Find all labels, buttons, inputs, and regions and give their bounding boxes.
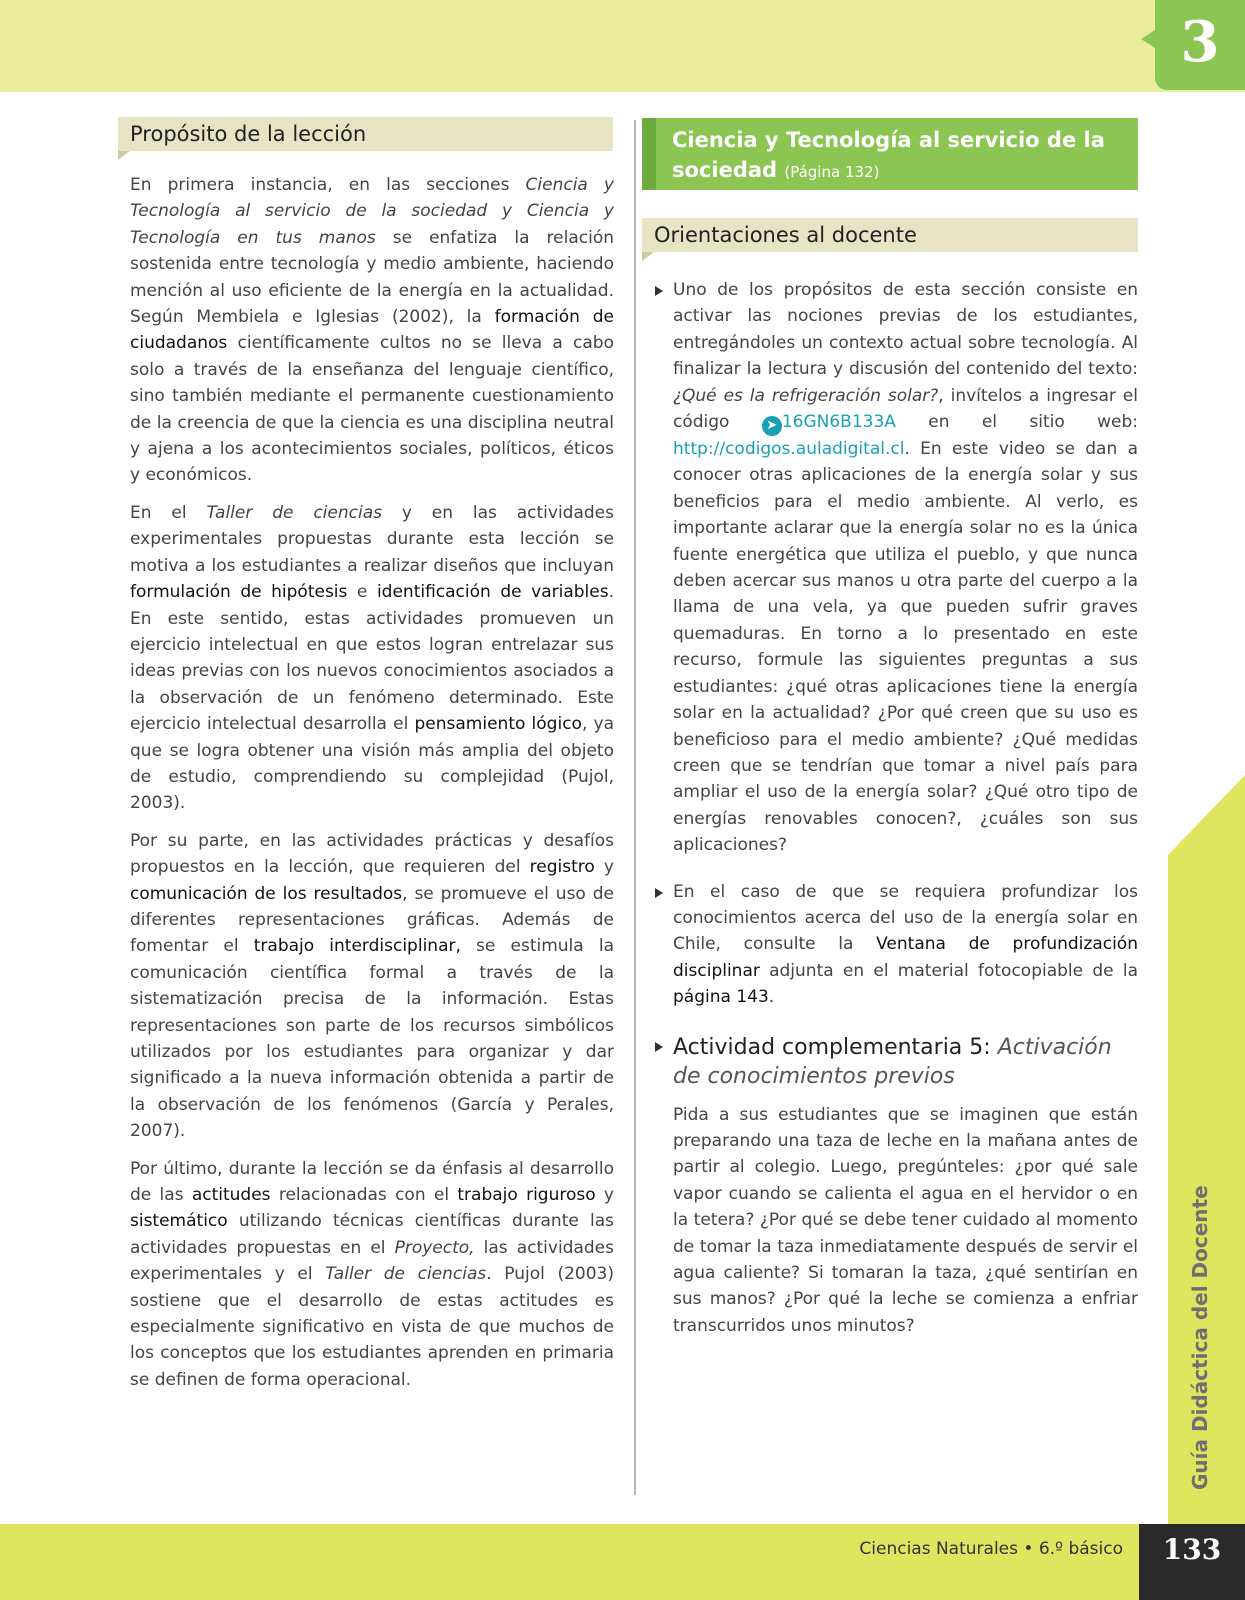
text: . En este sentido, estas actividades promueven un ejercicio intelectual en que estos logran entrelazar sus ideas previas con los nuevos conocimientos asociados a la observación de un fenómeno determinado. Este ejercicio intelectual desarrolla el bbox=[130, 582, 614, 735]
text: . Pujol (2003) sostiene que el desarrollo de estas actitudes es especialmente significativo en vista de que muchos de los conceptos que los estudiantes aprenden en primaria se definen de forma operacional. bbox=[130, 1264, 614, 1390]
unit-number: 3 bbox=[1180, 9, 1220, 75]
resource-code[interactable]: 16GN6B133A bbox=[781, 412, 896, 433]
paragraph-3 bbox=[130, 828, 614, 1145]
paragraph-4 bbox=[130, 1156, 614, 1394]
text: En primera instancia, en las secciones bbox=[130, 175, 526, 195]
bold-term: formación de ciudadanos bbox=[130, 307, 615, 354]
bold-term: Ventana de profundización disciplinar bbox=[673, 934, 1138, 981]
text: En el caso de que se requiera profundizar los conocimientos acerca del uso de la energía solar en Chile, consulte la bbox=[673, 881, 1138, 955]
italic-text: Taller de ciencias bbox=[325, 1264, 487, 1285]
section-banner-page: (Página 132) bbox=[784, 163, 880, 181]
text: Uno de los propósitos de esta sección consiste en activar las nociones previas de los estudiantes, entregándoles un contexto actual sobre tecnología. Al finalizar la lectura y discusión del contenido del texto: bbox=[673, 280, 1138, 380]
text: en el sitio web: bbox=[895, 412, 1138, 433]
text: Por su parte, en las actividades prácticas y desafíos propuestos en la lección, que requieren del bbox=[130, 830, 614, 878]
activity-label: Actividad complementaria 5: bbox=[673, 1034, 991, 1060]
paragraph-1 bbox=[130, 172, 614, 489]
italic-text: Taller de ciencias bbox=[206, 502, 382, 523]
text: utilizando técnicas científicas durante las actividades propuestas en el bbox=[130, 1211, 614, 1258]
bold-term: formulación de hipótesis bbox=[130, 582, 348, 603]
text: se estimula la comunicación científica formal a través de la sistematización precisa de la información. Estas representaciones son parte de los recursos simbólicos utilizados por los estudiantes para organizar y dar significado a la nueva información obtenida a partir de la observación de los fenómenos (García y Perales, 2007). bbox=[130, 936, 614, 1142]
bullet-item-1 bbox=[655, 277, 1138, 859]
top-band bbox=[0, 0, 1245, 92]
bold-term: comunicación de los resultados bbox=[130, 883, 403, 904]
bold-term: trabajo interdisciplinar, bbox=[253, 936, 461, 957]
bold-term: actitudes bbox=[191, 1185, 271, 1206]
bold-term: sistemático bbox=[130, 1211, 228, 1232]
footer-subject: Ciencias Naturales • 6.º básico bbox=[859, 1539, 1123, 1559]
text: relacionadas con el bbox=[270, 1185, 458, 1206]
side-label: Guía Didáctica del Docente bbox=[1188, 1185, 1212, 1490]
section-banner-title: Ciencia y Tecnología al servicio de la sociedad bbox=[672, 128, 1105, 182]
bold-term: página 143 bbox=[673, 987, 769, 1008]
right-column bbox=[655, 277, 1138, 1350]
text: . bbox=[768, 987, 775, 1008]
activity-title bbox=[655, 1033, 1138, 1091]
rocket-icon: ➤ bbox=[762, 416, 782, 436]
unit-tab bbox=[1155, 0, 1245, 90]
bottom-band bbox=[0, 1524, 1245, 1600]
left-heading: Propósito de la lección bbox=[118, 117, 613, 151]
text: y en las actividades experimentales propuestas durante esta lección se motiva a los estudiantes a realizar diseños que incluyan bbox=[130, 502, 614, 576]
text: Por último, durante la lección se da énfasis al desarrollo de las bbox=[130, 1158, 614, 1206]
activity-subtitle: Activación de conocimientos previos bbox=[673, 1034, 1112, 1089]
column-divider bbox=[634, 120, 636, 1495]
italic-text: ¿Qué es la refrigeración solar? bbox=[673, 385, 939, 406]
text: En el bbox=[130, 502, 207, 523]
bold-term: identificación de variables bbox=[376, 582, 609, 603]
text: científicamente cultos no se lleva a cabo solo a través de la enseñanza del lenguaje científico, sino también mediante el permanente cuestionamiento de la creencia de que la ciencia es una disciplina neutral y ajena a los acontecimientos sociales, políticos, éticos y económicos. bbox=[130, 333, 614, 486]
left-column bbox=[130, 172, 614, 1404]
page-number: 133 bbox=[1139, 1524, 1245, 1600]
paragraph-2 bbox=[130, 500, 614, 817]
text: , ya que se logra obtener una visión más amplia del objeto de estudio, comprendiendo su complejidad (Pujol, 2003). bbox=[130, 714, 615, 814]
text: . En este video se dan a conocer otras aplicaciones de la energía solar y sus beneficios para el medio ambiente. Al verlo, es importante aclarar que la energía solar no es la única fuente energética que utiliza el pueblo, y que nunca deben acercar sus manos u otra parte del cuerpo a la llama de una vela, ya que pueden sufrir graves quemaduras. En torno a lo presentado en este recurso, formule las siguientes preguntas a sus estudiantes: ¿qué otras aplicaciones tiene la energía solar en la actualidad? ¿Por qué creen que su uso es beneficioso para el medio ambiente? ¿Qué medidas creen que se tendrían que tomar a nivel país para ampliar el uso de la energía solar? ¿Qué otro tipo de energías renovables conocen?, ¿cuáles son sus aplicaciones? bbox=[673, 439, 1138, 856]
right-heading: Orientaciones al docente bbox=[642, 218, 1138, 252]
bold-term: registro bbox=[529, 857, 595, 878]
italic-text: Ciencia y Tecnología al servicio de la sociedad y Ciencia y Tecnología en tus manos bbox=[130, 175, 614, 248]
text: y bbox=[595, 1185, 614, 1206]
section-banner bbox=[642, 118, 1138, 190]
text: adjunta en el material fotocopiable de la bbox=[759, 960, 1138, 981]
website-link[interactable]: http://codigos.auladigital.cl bbox=[673, 439, 905, 460]
text: se enfatiza la relación sostenida entre tecnología y medio ambiente, haciendo mención al uso eficiente de la energía en la actualidad. Según Membiela e Iglesias (2002), la bbox=[130, 227, 614, 328]
text: , invítelos a ingresar el código bbox=[673, 385, 1138, 433]
text: , se promueve el uso de diferentes representaciones gráficas. Además de fomentar el bbox=[130, 883, 614, 957]
italic-text: Proyecto, bbox=[394, 1237, 475, 1258]
bullet-item-2 bbox=[655, 879, 1138, 1011]
text: las actividades experimentales y el bbox=[130, 1237, 614, 1285]
bold-term: pensamiento lógico bbox=[414, 714, 582, 735]
bold-term: trabajo riguroso bbox=[457, 1185, 596, 1206]
text: e bbox=[347, 582, 377, 603]
text: y bbox=[594, 857, 614, 878]
activity-text: Pida a sus estudiantes que se imaginen que están preparando una taza de leche en la mañana antes de partir al colegio. Luego, pregúnteles: ¿por qué sale vapor cuando se calienta el agua en el hervidor o en la tetera? ¿Por qué se debe tener cuidado al momento de tomar la taza inmediatamente después de servir el agua caliente? Si tomaran la taza, ¿qué sentirían en sus manos? ¿Por qué la leche se comienza a enfriar transcurridos unos minutos? bbox=[673, 1104, 1138, 1336]
